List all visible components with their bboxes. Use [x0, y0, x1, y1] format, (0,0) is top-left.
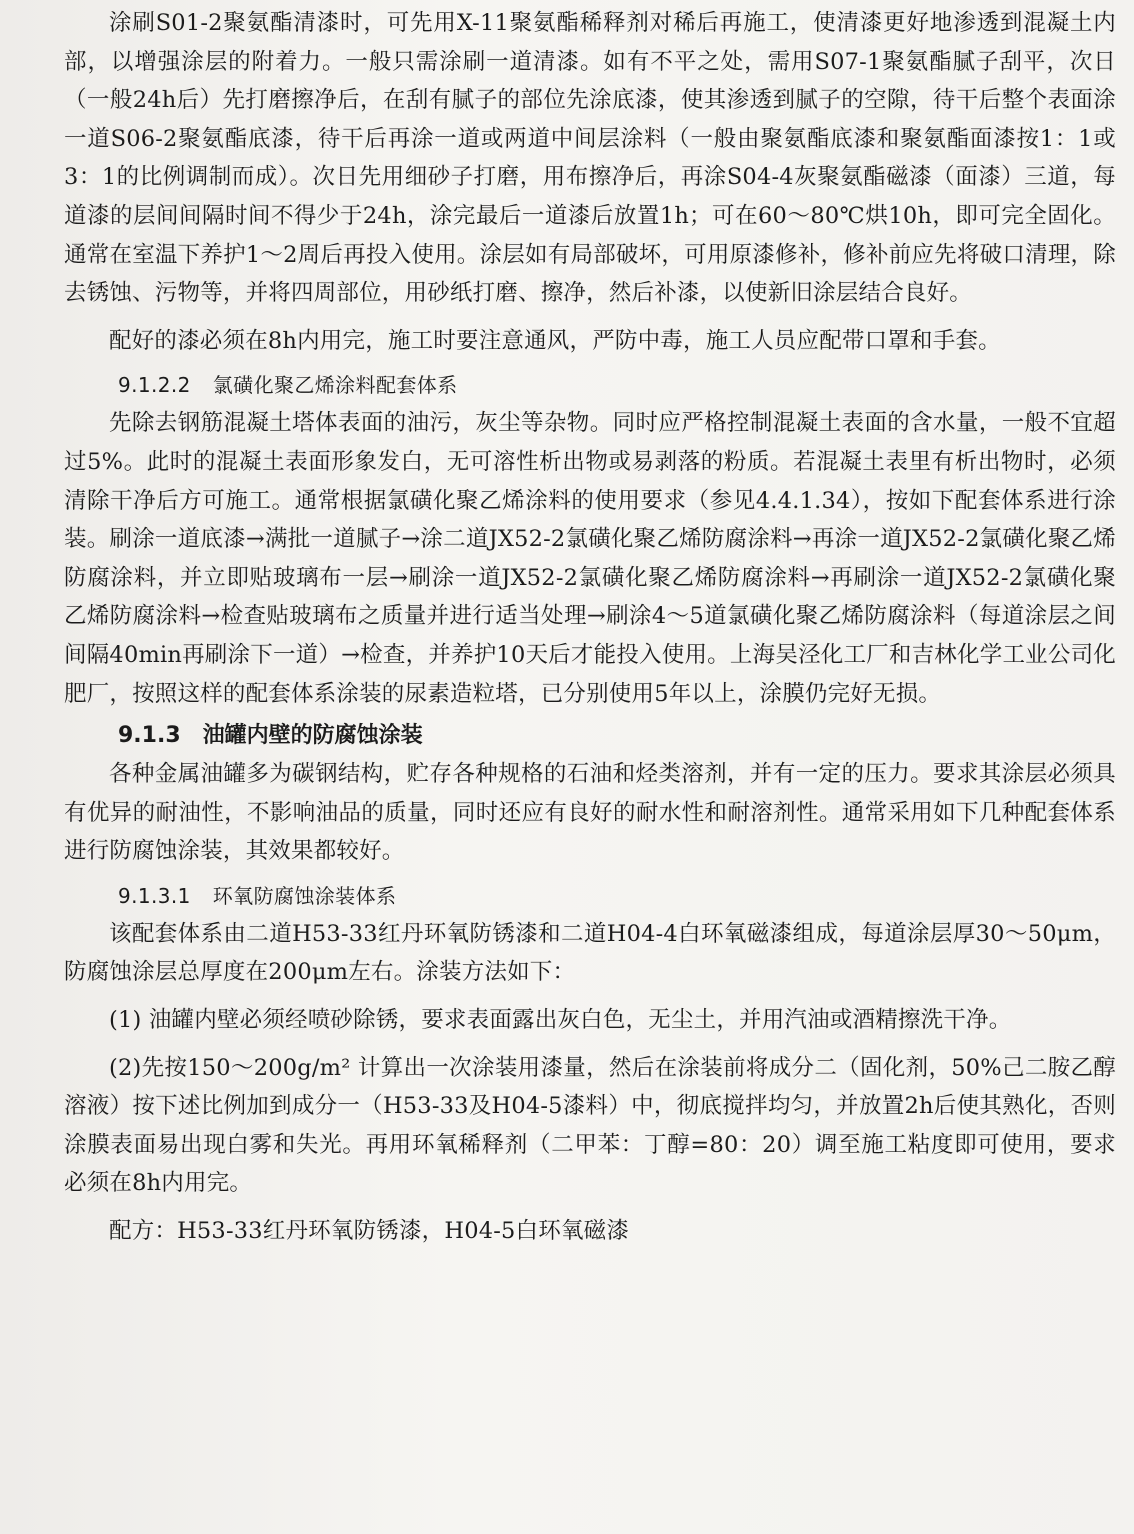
paragraph-polyurethane-procedure: 涂刷S01-2聚氨酯清漆时，可先用X-11聚氨酯稀释剂对稀后再施工，使清漆更好地渗透到混凝土内部，以增强涂层的附着力。一般只需涂刷一道清漆。如有不平之处，需用S07-1聚氨酯腻子刮平，次日（一般24h后）先打磨擦净后，在刮有腻子的部位先涂底漆，使其渗透到腻子的空隙，待干后整个表面涂一道S06-2聚氨酯底漆，待干后再涂一道或两道中间层涂料（一般由聚氨酯底漆和聚氨酯面漆按1：1或3：1的比例调制而成）。次日先用细砂子打磨，用布擦净后，再涂S04-4灰聚氨酯磁漆（面漆）三道，每道漆的层间间隔时间不得少于24h，涂完最后一道漆后放置1h；可在60～80℃烘10h，即可完全固化。通常在室温下养护1～2周后再投入使用。涂层如有局部破坏，可用原漆修补，修补前应先将破口清理，除去锈蚀、污物等，并将四周部位，用砂纸打磨、擦净，然后补漆，以使新旧涂层结合良好。: [64, 10, 1116, 307]
heading-title: 油罐内壁的防腐蚀涂装: [202, 723, 423, 749]
heading-number: 9.1.3.1: [118, 883, 191, 908]
heading-title: 环氧防腐蚀涂装体系: [212, 883, 397, 908]
subsection-heading-9-1-3-1: [64, 877, 1116, 915]
paragraph-safety-note: 配好的漆必须在8h内用完，施工时要注意通风，严防中毒，施工人员应配带口罩和手套。: [109, 327, 1001, 354]
paragraph-chlorosulfonated-system: 先除去钢筋混凝土塔体表面的油污，灰尘等杂物。同时应严格控制混凝土表面的含水量，一般不宜超过5%。此时的混凝土表面形象发白，无可溶性析出物或易剥落的粉质。若混凝土表里有析出物时，必须清除干净后方可施工。通常根据氯磺化聚乙烯涂料的使用要求（参见4.4.1.34），按如下配套体系进行涂装。刷涂一道底漆→满批一道腻子→涂二道JX52-2氯磺化聚乙烯防腐涂料→再涂一道JX52-2氯磺化聚乙烯防腐涂料，并立即贴玻璃布一层→刷涂一道JX52-2氯磺化聚乙烯防腐涂料→再刷涂一道JX52-2氯磺化聚乙烯防腐涂料→检查贴玻璃布之质量并进行适当处理→刷涂4～5道氯磺化聚乙烯防腐涂料（每道涂层之间间隔40min再刷涂下一道）→检查，并养护10天后才能投入使用。上海吴泾化工厂和吉林化学工业公司化肥厂，按照这样的配套体系涂装的尿素造粒塔，已分别使用5年以上，涂膜仍完好无损。: [64, 410, 1116, 707]
paragraph-step-1: (1) 油罐内壁必须经喷砂除锈，要求表面露出灰白色，无尘土，并用汽油或酒精擦洗干净。: [109, 1007, 1012, 1034]
subsection-heading-9-1-2-2: [64, 366, 1116, 404]
paragraph-step-2: (2)先按150～200g/m² 计算出一次涂装用漆量，然后在涂装前将成分二（固化剂，50%己二胺乙醇溶液）按下述比例加到成分一（H53-33及H04-5漆料）中，彻底搅拌均匀，并放置2h后使其熟化，否则涂膜表面易出现白雾和失光。再用环氧稀释剂（二甲苯：丁醇=80：20）调至施工粘度即可使用，要求必须在8h内用完。: [64, 1054, 1116, 1197]
heading-title: 氯磺化聚乙烯涂料配套体系: [212, 373, 458, 398]
paragraph-formula: 配方：H53-33红丹环氧防锈漆，H04-5白环氧磁漆: [109, 1218, 630, 1245]
paragraph-oil-tank-intro: 各种金属油罐多为碳钢结构，贮存各种规格的石油和烃类溶剂，并有一定的压力。要求其涂层必须具有优异的耐油性，不影响油品的质量，同时还应有良好的耐水性和耐溶剂性。通常采用如下几种配套体系进行防腐蚀涂装，其效果都较好。: [64, 761, 1116, 865]
paragraph-epoxy-system: 该配套体系由二道H53-33红丹环氧防锈漆和二道H04-4白环氧磁漆组成，每道涂层厚30～50μm，防腐蚀涂层总厚度在200μm左右。涂装方法如下：: [64, 920, 1116, 986]
heading-number: 9.1.3: [118, 723, 181, 749]
section-heading-9-1-3: [64, 717, 1116, 755]
heading-number: 9.1.2.2: [118, 373, 191, 398]
